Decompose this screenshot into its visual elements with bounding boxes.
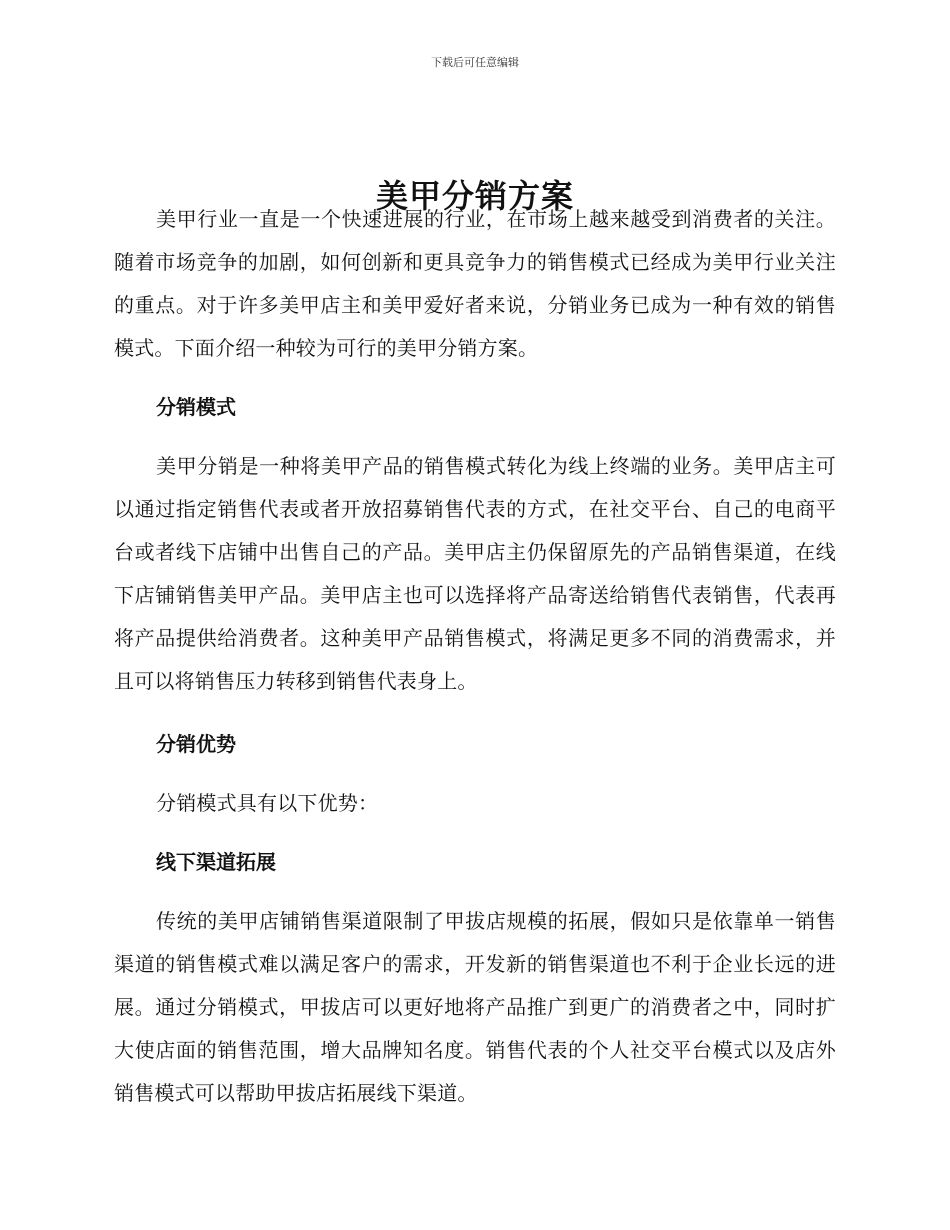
section-paragraph-distribution-advantages: 分销模式具有以下优势： bbox=[156, 791, 379, 815]
spacer bbox=[114, 825, 836, 841]
spacer bbox=[114, 766, 836, 782]
header-note: 下载后可任意编辑 bbox=[431, 56, 519, 69]
spacer bbox=[114, 703, 836, 723]
section-heading-offline-channel: 线下渠道拓展 bbox=[156, 850, 276, 874]
spacer bbox=[114, 370, 836, 386]
document-title: 美甲分销方案 bbox=[375, 177, 574, 216]
section-heading-distribution-advantages: 分销优势 bbox=[156, 732, 236, 756]
document-body bbox=[114, 198, 836, 1115]
spacer bbox=[114, 884, 836, 900]
spacer bbox=[114, 429, 836, 445]
section-heading-distribution-mode: 分销模式 bbox=[156, 395, 236, 419]
section-paragraph-offline-channel: 传统的美甲店铺销售渠道限制了甲拔店规模的拓展，假如只是依靠单一销售渠道的销售模式难以满足客户的需求，开发新的销售渠道也不利于企业长远的进展。通过分销模式，甲拔店可以更好地将产品推广到更广的消费者之中，同时扩大使店面的销售范围，增大品牌知名度。销售代表的个人社交平台模式以及店外销售模式可以帮助甲拔店拓展线下渠道。 bbox=[114, 909, 836, 1105]
intro-paragraph: 美甲行业一直是一个快速进展的行业，在市场上越来越受到消费者的关注。随着市场竞争的加剧，如何创新和更具竞争力的销售模式已经成为美甲行业关注的重点。对于许多美甲店主和美甲爱好者来说，分销业务已成为一种有效的销售模式。下面介绍一种较为可行的美甲分销方案。 bbox=[114, 207, 836, 360]
section-paragraph-distribution-mode: 美甲分销是一种将美甲产品的销售模式转化为线上终端的业务。美甲店主可以通过指定销售代表或者开放招募销售代表的方式，在社交平台、自己的电商平台或者线下店铺中出售自己的产品。美甲店主仍保留原先的产品销售渠道，在线下店铺销售美甲产品。美甲店主也可以选择将产品寄送给销售代表销售，代表再将产品提供给消费者。这种美甲产品销售模式，将满足更多不同的消费需求，并且可以将销售压力转移到销售代表身上。 bbox=[114, 454, 836, 693]
